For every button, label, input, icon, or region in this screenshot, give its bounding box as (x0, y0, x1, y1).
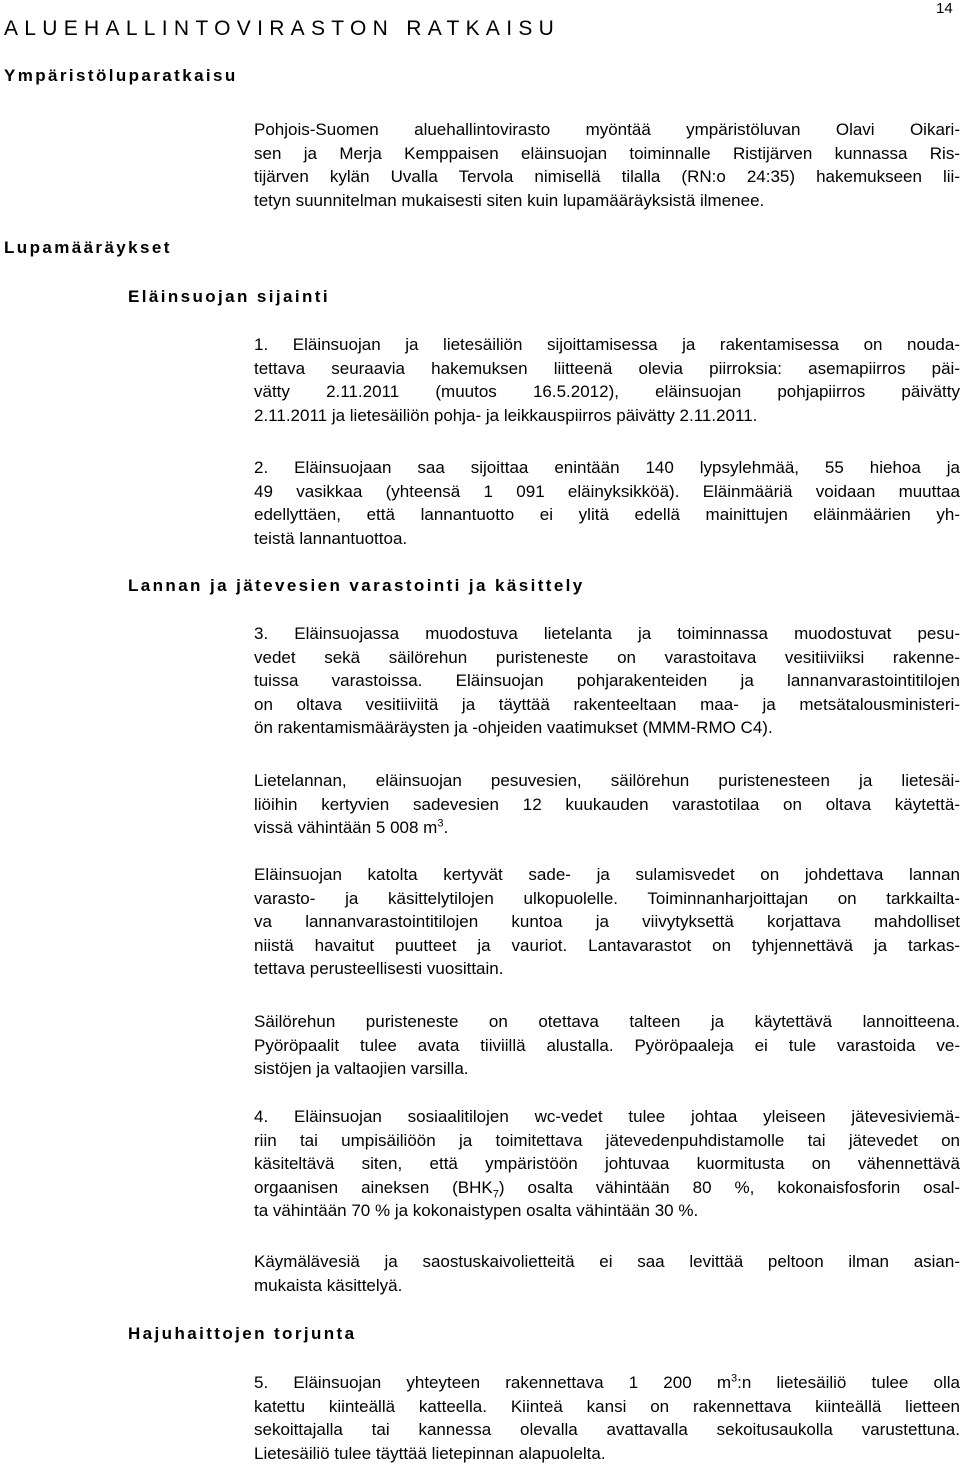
page-number: 14 (936, 0, 953, 17)
paragraph-1: 1. Eläinsuojan ja lietesäiliön sijoittamisessa ja rakentamisessa on nouda- tettava seuraavia hakemuksen liitteenä olevia piirroksia: asemapiirros päi- vätty 2.11.2011 (muutos 16.5.2012), eläinsuojan pohjapiirros päivätty 2.11.2011 ja lietesäiliön pohja- ja leikkauspiirros päivätty 2.11.2011. (254, 335, 960, 425)
paragraph-5: 5. Eläinsuojan yhteyteen rakennettava 1 200 $m^3:n$ lietesäiliö tulee olla katettu kiinteällä katteella. Kiinteä kansi on rakennettava kiinteällä lietteen sekoittajalla tai kannessa olevalla avattavalla sekoitusaukolla varustettuna. Lietesäiliö tulee täyttää lietepinnan alapuolelta. (254, 1372, 960, 1463)
superscript-3: 3 (437, 817, 444, 830)
superscript-3b: 3 (730, 1372, 738, 1385)
paragraph-4-toilet: Käymälävesiä ja saostuskaivolietteitä ei saa levittää peltoon ilman asian- mukaista käsittelyä. (254, 1252, 960, 1295)
paragraph-3-silage: Säilörehun puristeneste on otettava talteen ja käytettävä lannoitteena. Pyöröpaalit tulee avata tiiviillä alustalla. Pyöröpaaleja ei tule varastoida ve- sistöjen ja valtaojien varsilla. (254, 1012, 960, 1078)
page-title: ALUEHALLINTOVIRASTON RATKAISU (4, 17, 561, 40)
paragraph-3: 3. Eläinsuojassa muodostuva lietelanta ja toiminnassa muodostuvat pesu- vedet sekä säilörehun puristeneste on varastoitava vesitiiviiksi rakenne- tuissa varastoissa. Eläinsuojan pohjarakenteiden ja lannanvarastointitilojen on oltava vesitiiviitä ja täyttää rakenteeltaan maa- ja metsätalousministeri- ön rakentamismääräysten ja -ohjeiden vaatimukset (MMM-RMO C4). (254, 624, 960, 737)
decision-paragraph: Pohjois-Suomen aluehallintovirasto myöntää ympäristöluvan Olavi Oikari- sen ja Merja Kemppaisen eläinsuojan toiminnalle Ristijärven kunnassa Ris- tijärven kylän Uvalla Tervola nimisellä tilalla (RN:o 24:35) hakemukseen lii- tetyn suunnitelman mukaisesti siten kuin lupamääräyksistä ilmenee. (254, 120, 960, 210)
heading-lupamaaraykset: Lupamääräykset (4, 238, 172, 257)
paragraph-4: 4. Eläinsuojan sosiaalitilojen wc-vedet tulee johtaa yleiseen jätevesiviemä- riin tai umpisäiliöön ja toimitettava jätevedenpuhdistamolle tai jätevedet on käsiteltävä siten, että ympäristöön johtuvaa kuormitusta on vähennettävä orgaanisen aineksen $(BHK_7)$ osalta vähintään 80 %, kokonaisfosforin osal- ta vähintään 70 % ja kokonaistypen osalta vähintään 30 %. (254, 1107, 960, 1220)
heading-lannan-varastointi: Lannan ja jätevesien varastointi ja käsittely (128, 576, 585, 595)
subscript-7: 7 (492, 1187, 499, 1200)
heading-hajuhaittojen-torjunta: Hajuhaittojen torjunta (128, 1324, 357, 1343)
section-title-ymparistolupa: Ympäristöluparatkaisu (4, 66, 238, 85)
paragraph-2: 2. Eläinsuojaan saa sijoittaa enintään 140 lypsylehmää, 55 hiehoa ja 49 vasikkaa (yhteensä 1 091 eläinyksikköä). Eläinmääriä voidaan muuttaa edellyttäen, että lannantuotto ei ylitä edellä mainittujen eläinmäärien yh- teistä lannantuottoa. (254, 458, 960, 548)
heading-elainsuojan-sijainti: Eläinsuojan sijainti (128, 287, 330, 306)
paragraph-3-runoff: Eläinsuojan katolta kertyvät sade- ja sulamisvedet on johdettava lannan varasto- ja käsittelytilojen ulkopuolelle. Toiminnanharjoittajan on tarkkailta- va lannanvarastointitilojen kuntoa ja viivytyksettä korjattava mahdolliset niistä havaitut puutteet ja vauriot. Lantavarastot on tyhjennettävä ja tarkas- tettava perusteellisesti vuosittain. (254, 865, 960, 978)
paragraph-3-storage: Lietelannan, eläinsuojan pesuvesien, säilörehun puristenesteen ja lietesäi- liöihin kertyvien sadevesien 12 kuukauden varastotilaa on oltava käytettä- vissä vähintään 5 008 $m^3$. (254, 771, 960, 837)
